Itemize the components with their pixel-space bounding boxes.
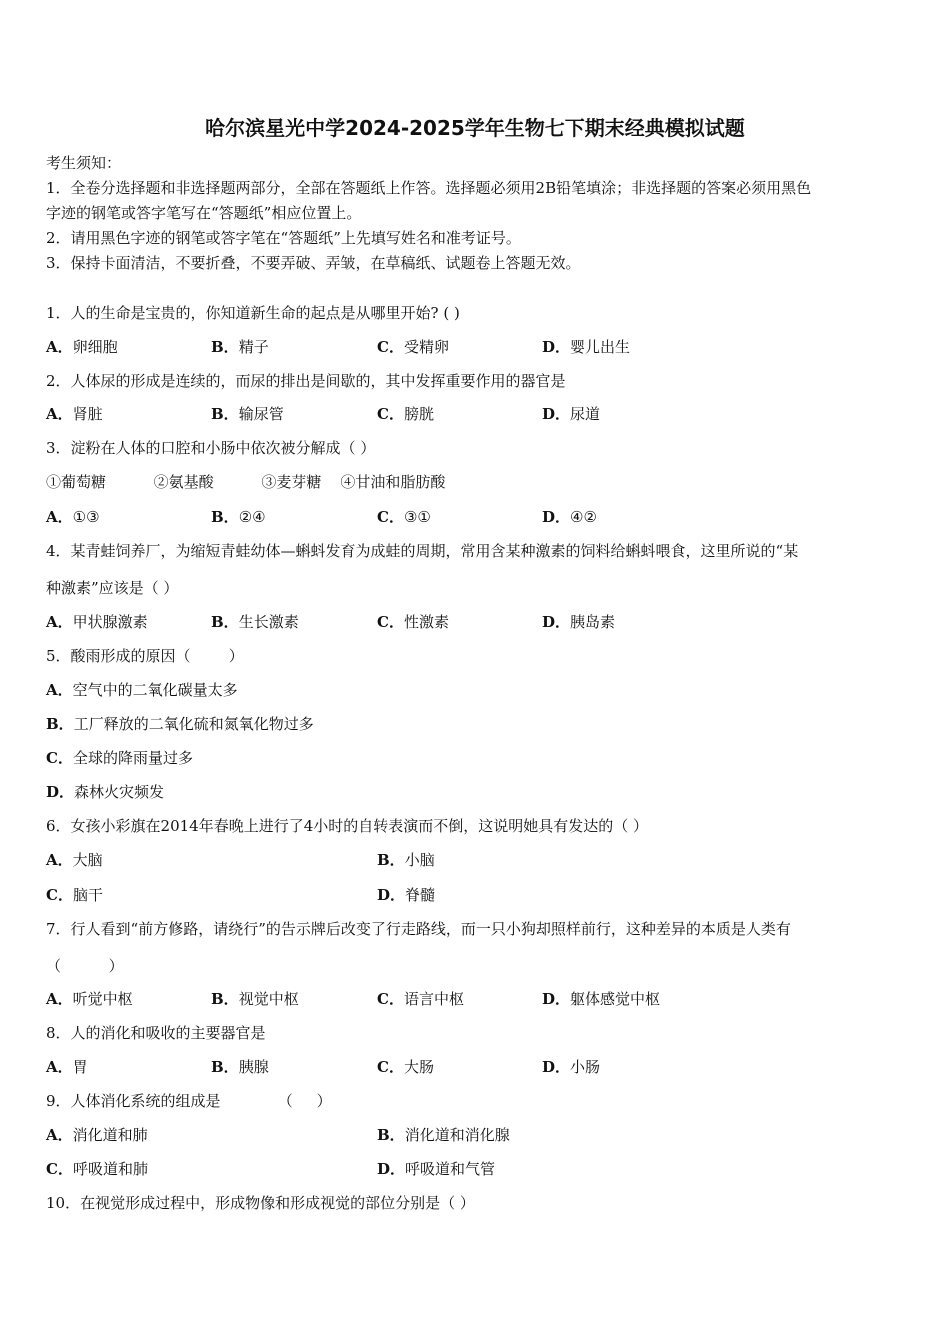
question-stem: 3．淀粉在人体的口腔和小肠中依次被分解成（ ）	[46, 439, 376, 457]
question-stem: 10．在视觉形成过程中，形成物像和形成视觉的部位分别是（ ）	[46, 1194, 475, 1212]
option-b: B．生长激素	[211, 613, 299, 631]
option-c: C．全球的降雨量过多	[46, 749, 193, 767]
option-a: A．听觉中枢	[46, 990, 133, 1008]
question-stem: 9．人体消化系统的组成是 （ ）	[46, 1092, 332, 1110]
option-c: C．③①	[377, 508, 431, 526]
option-b: B．消化道和消化腺	[377, 1126, 510, 1144]
question-stem: 5．酸雨形成的原因（ ）	[46, 647, 244, 665]
option-a: A．①③	[46, 508, 100, 526]
question-stem: 7．行人看到“前方修路，请绕行”的告示牌后改变了行走路线，而一只小狗却照样前行，这种差异的本质是人类有	[46, 920, 791, 938]
question-choices-list: ①葡萄糖 ②氨基酸 ③麦芽糖 ④甘油和脂肪酸	[46, 473, 446, 491]
question-stem: 8．人的消化和吸收的主要器官是	[46, 1024, 266, 1042]
option-a: A．甲状腺激素	[46, 613, 148, 631]
option-b: B．工厂释放的二氧化硫和氮氧化物过多	[46, 715, 314, 733]
question-stem: 6．女孩小彩旗在2014年春晚上进行了4小时的自转表演而不倒，这说明她具有发达的（ ）	[46, 817, 649, 835]
option-a: A．卵细胞	[46, 338, 118, 356]
notice-heading: 考生须知：	[46, 154, 122, 172]
question-stem: 1．人的生命是宝贵的，你知道新生命的起点是从哪里开始? ( )	[46, 304, 460, 322]
question-stem: 4．某青蛙饲养厂，为缩短青蛙幼体—蝌蚪发育为成蛙的周期，常用含某种激素的饲料给蝌蚪喂食，这里所说的“某	[46, 542, 799, 560]
option-a: A．消化道和肺	[46, 1126, 148, 1144]
option-c: C．受精卵	[377, 338, 449, 356]
option-d: D．小肠	[542, 1058, 601, 1076]
question-stem: 2．人体尿的形成是连续的，而尿的排出是间歇的，其中发挥重要作用的器官是	[46, 372, 566, 390]
notice-line: 字迹的钢笔或答字笔写在“答题纸”相应位置上。	[46, 204, 362, 222]
notice-line: 1．全卷分选择题和非选择题两部分，全部在答题纸上作答。选择题必须用2B铅笔填涂；非选择题的答案必须用黑色	[46, 179, 812, 197]
option-d: D．尿道	[542, 405, 601, 423]
option-c: C．呼吸道和肺	[46, 1160, 148, 1178]
option-d: D．胰岛素	[542, 613, 616, 631]
option-b: B．输尿管	[211, 405, 284, 423]
option-d: D．呼吸道和气管	[377, 1160, 496, 1178]
option-b: B．②④	[211, 508, 266, 526]
page-title: 哈尔滨星光中学2024-2025学年生物七下期末经典模拟试题	[205, 116, 745, 140]
option-d: D．④②	[542, 508, 597, 526]
option-c: C．语言中枢	[377, 990, 464, 1008]
option-a: A．大脑	[46, 851, 103, 869]
notice-line: 2．请用黑色字迹的钢笔或答字笔在“答题纸”上先填写姓名和准考证号。	[46, 229, 521, 247]
option-a: A．肾脏	[46, 405, 103, 423]
option-c: C．性激素	[377, 613, 449, 631]
option-b: B．胰腺	[211, 1058, 269, 1076]
question-stem-cont: （ ）	[46, 957, 124, 975]
option-b: B．小脑	[377, 851, 435, 869]
option-a: A．空气中的二氧化碳量太多	[46, 681, 238, 699]
option-b: B．视觉中枢	[211, 990, 299, 1008]
option-d: D．躯体感觉中枢	[542, 990, 661, 1008]
option-d: D．森林火灾频发	[46, 783, 165, 801]
option-a: A．胃	[46, 1058, 88, 1076]
option-d: D．脊髓	[377, 886, 436, 904]
option-b: B．精子	[211, 338, 269, 356]
option-d: D．婴儿出生	[542, 338, 631, 356]
notice-line: 3．保持卡面清洁，不要折叠，不要弄破、弄皱，在草稿纸、试题卷上答题无效。	[46, 254, 581, 272]
option-c: C．膀胱	[377, 405, 434, 423]
option-c: C．脑干	[46, 886, 103, 904]
question-stem-cont: 种激素”应该是（ ）	[46, 579, 179, 597]
option-c: C．大肠	[377, 1058, 434, 1076]
